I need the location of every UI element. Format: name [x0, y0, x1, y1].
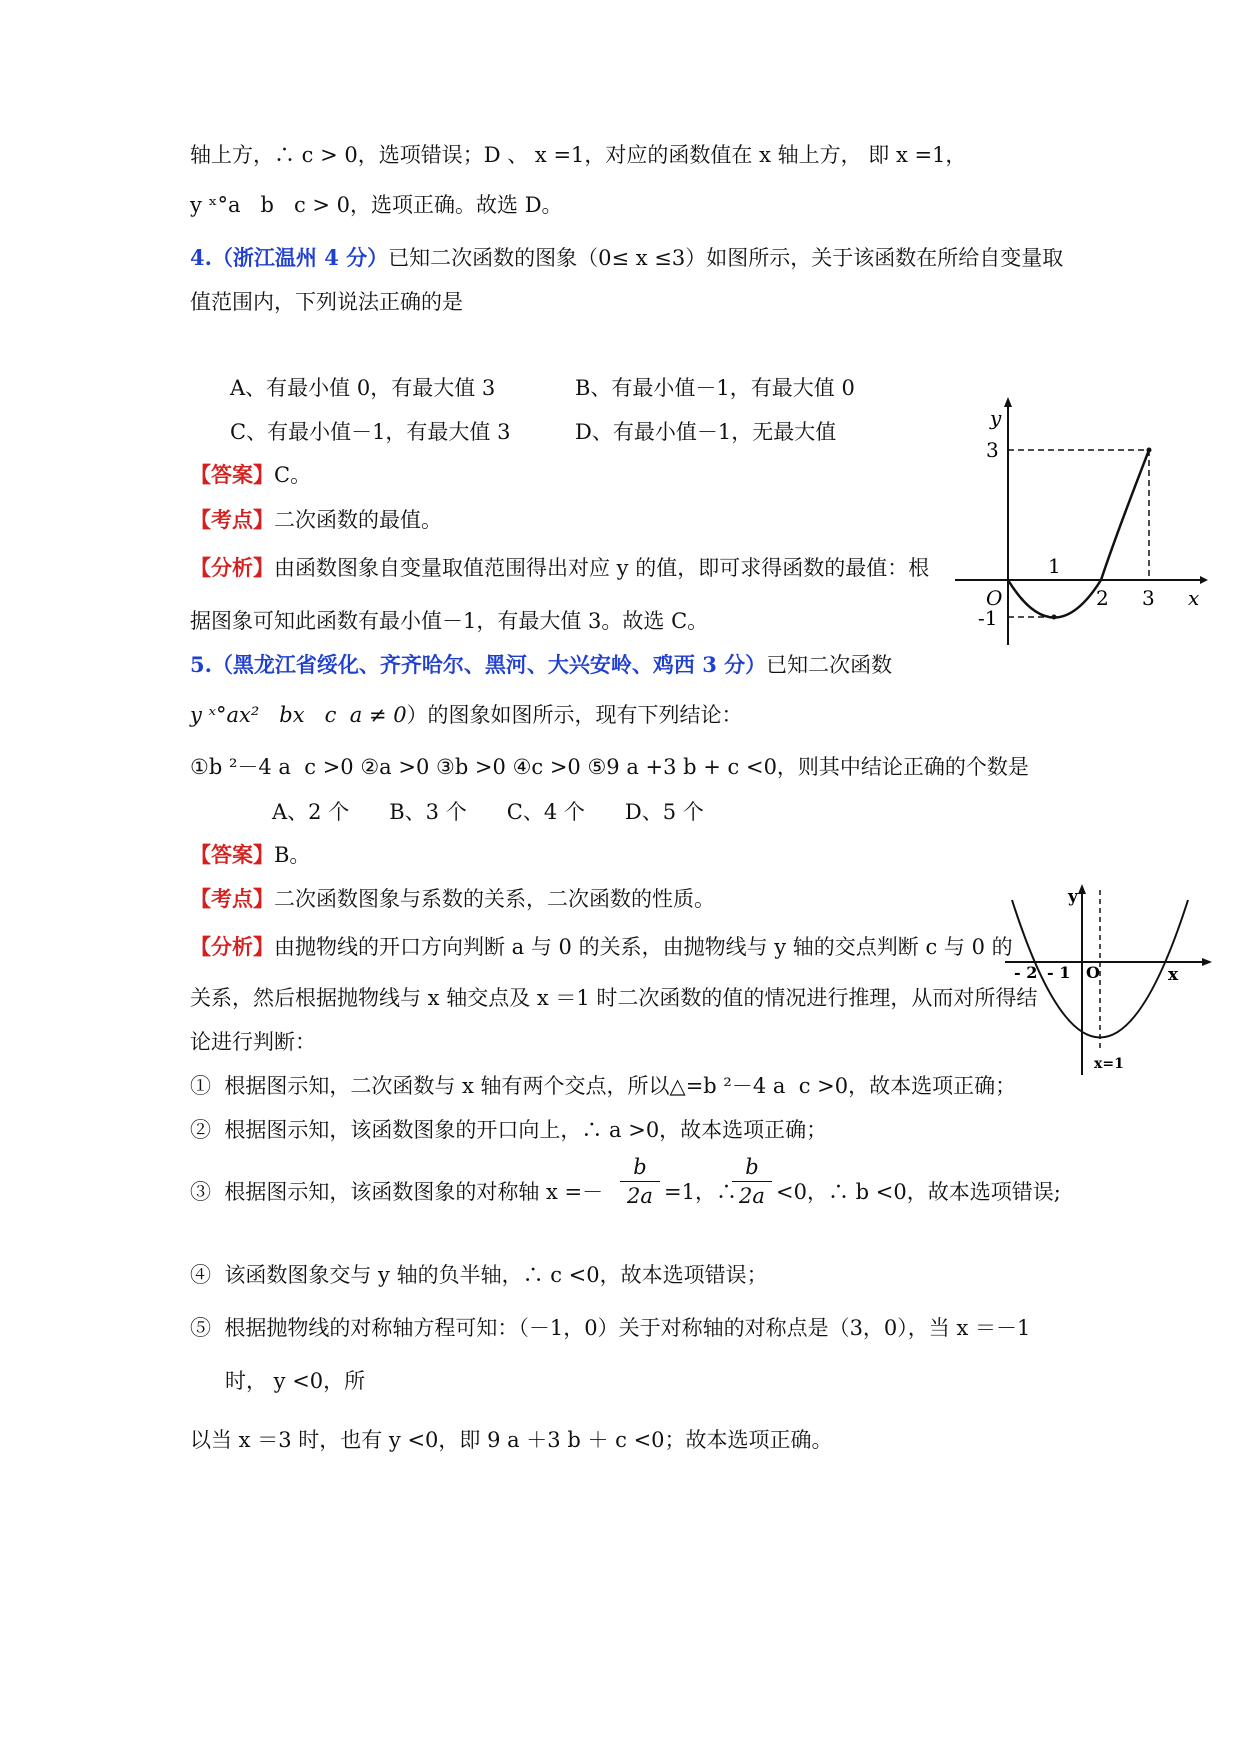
symmetry-label: x=1: [1094, 1056, 1124, 1072]
q4-option-b: B、有最小值－1，有最大值 0: [575, 376, 855, 400]
fraction-bar: [620, 1181, 660, 1182]
analysis-tag: 【分析】: [190, 555, 274, 580]
y-label: y: [990, 406, 1002, 430]
x-label: x: [1168, 965, 1179, 985]
fraction-numerator: b: [633, 1155, 647, 1179]
x-axis-arrow: [1200, 576, 1208, 584]
q4-point-line: [190, 505, 442, 535]
text-line-2: y ˣ°a b c > 0，选项正确。故选 D。: [190, 193, 563, 217]
q4-option-c: C、有最小值－1，有最大值 3: [230, 420, 511, 444]
tick-y-neg1: -1: [978, 606, 998, 630]
q5-answer: B。: [274, 843, 311, 867]
origin-label: O: [1086, 963, 1100, 982]
step-1: ① 根据图示知，二次函数与 x 轴有两个交点，所以△=b ²－4 a c >0，故本选项正确；: [190, 1074, 1017, 1098]
answer-tag: 【答案】: [190, 462, 274, 487]
vertex-point: [1052, 615, 1057, 620]
fraction-denominator: 2a: [739, 1184, 765, 1208]
tick-x-3: 3: [1142, 586, 1155, 610]
parabola-curve: [1008, 450, 1149, 618]
figure-2-parabola-graph: [1000, 880, 1220, 1080]
fraction-b-over-2a: [620, 1155, 660, 1208]
q4-option-d: D、有最小值－1，无最大值: [575, 420, 837, 444]
step-4: ④ 该函数图象交与 y 轴的负半轴，∴ c <0，故本选项错误；: [190, 1263, 768, 1287]
q4-analysis-line: [190, 553, 929, 583]
origin-label: O: [986, 586, 1003, 610]
step-5: ⑤ 根据抛物线的对称轴方程可知：（－1，0）关于对称轴的对称点是（3，0），当 x ＝－1: [190, 1316, 1031, 1340]
question-5-text: 已知二次函数: [766, 653, 893, 677]
q5-equation-tail: ）的图象如图所示，现有下列结论：: [406, 703, 743, 727]
step-5-cont: 时， y <0，所: [225, 1369, 366, 1393]
point-tag: 【考点】: [190, 886, 274, 911]
question-4-heading: [190, 243, 1063, 273]
question-5-equation: [190, 700, 743, 730]
y-axis-arrow: [1078, 884, 1086, 894]
y-label: y: [1068, 887, 1078, 907]
step-2: ② 根据图示知，该函数图象的开口向上，∴ a >0，故本选项正确；: [190, 1118, 828, 1142]
q5-equation: y ˣ°ax² bx c a ≠ 0: [190, 703, 407, 727]
question-4-text-2: 值范围内，下列说法正确的是: [190, 290, 463, 314]
fraction-b-over-2a-2: [732, 1155, 772, 1208]
text-line-1: 轴上方，∴ c > 0，选项错误；D 、 x =1，对应的函数值在 x 轴上方， 即 x =1，: [190, 143, 967, 167]
q4-answer-line: [190, 460, 311, 490]
tick-x-1: 1: [1048, 554, 1061, 578]
q5-analysis-line-3: 论进行判断：: [190, 1030, 316, 1054]
x-axis-arrow: [1202, 958, 1212, 966]
fraction-denominator: 2a: [627, 1184, 653, 1208]
step-3-part-a: ③ 根据图示知，该函数图象的对称轴 x =－: [190, 1180, 604, 1204]
question-5-label: 5.（黑龙江省绥化、齐齐哈尔、黑河、大兴安岭、鸡西 3 分）: [190, 652, 767, 677]
analysis-tag: 【分析】: [190, 934, 274, 959]
q5-conclusions: ①b ²－4 a c >0 ②a >0 ③b >0 ④c >0 ⑤9 a +3 b + c <0，则其中结论正确的个数是: [190, 755, 1029, 779]
endpoint: [1147, 448, 1152, 453]
answer-tag: 【答案】: [190, 842, 274, 867]
y-axis-arrow: [1004, 397, 1012, 407]
step-3: [190, 1177, 603, 1207]
q4-option-a: A、有最小值 0，有最大值 3: [230, 376, 496, 400]
question-4-label: 4.（浙江温州 4 分）: [190, 245, 389, 270]
q5-point: 二次函数图象与系数的关系，二次函数的性质。: [274, 887, 715, 911]
q5-analysis: 由抛物线的开口方向判断 a 与 0 的关系，由抛物线与 y 轴的交点判断 c 与 0 的: [274, 935, 1013, 959]
q5-answer-line: [190, 840, 310, 870]
q5-point-line: [190, 884, 715, 914]
step-3-part-b: =1，∴: [664, 1180, 737, 1204]
question-4-text: 已知二次函数的图象（0≤ x ≤3）如图所示，关于该函数在所给自变量取: [388, 246, 1064, 270]
question-5-heading: [190, 650, 892, 680]
q4-analysis: 由函数图象自变量取值范围得出对应 y 的值，即可求得函数的最值：根: [274, 556, 930, 580]
tick-x-2: 2: [1096, 586, 1109, 610]
fraction-bar: [732, 1181, 772, 1182]
tick-x-neg1: - 1: [1047, 963, 1071, 982]
q5-options: A、2 个 B、3 个 C、4 个 D、5 个: [272, 800, 704, 824]
fraction-numerator: b: [745, 1155, 759, 1179]
q5-analysis-line: [190, 932, 1013, 962]
q5-analysis-line-2: 关系，然后根据抛物线与 x 轴交点及 x ＝1 时二次函数的值的情况进行推理，从而对所得结: [190, 986, 1038, 1010]
tick-x-neg2: - 2: [1014, 963, 1038, 982]
point-tag: 【考点】: [190, 507, 274, 532]
figure-1-parabola-graph: [950, 395, 1210, 655]
q4-analysis-line-2: 据图象可知此函数有最小值－1，有最大值 3。故选 C。: [190, 609, 709, 633]
q4-answer: C。: [274, 463, 312, 487]
q4-point: 二次函数的最值。: [274, 508, 442, 532]
x-label: x: [1188, 586, 1200, 610]
step-3-part-c: <0，∴ b <0，故本选项错误;: [776, 1180, 1061, 1204]
tick-y-3: 3: [986, 438, 999, 462]
step-6: 以当 x ＝3 时，也有 y <0，即 9 a ＋3 b ＋ c <0；故本选项正确。: [190, 1428, 833, 1452]
